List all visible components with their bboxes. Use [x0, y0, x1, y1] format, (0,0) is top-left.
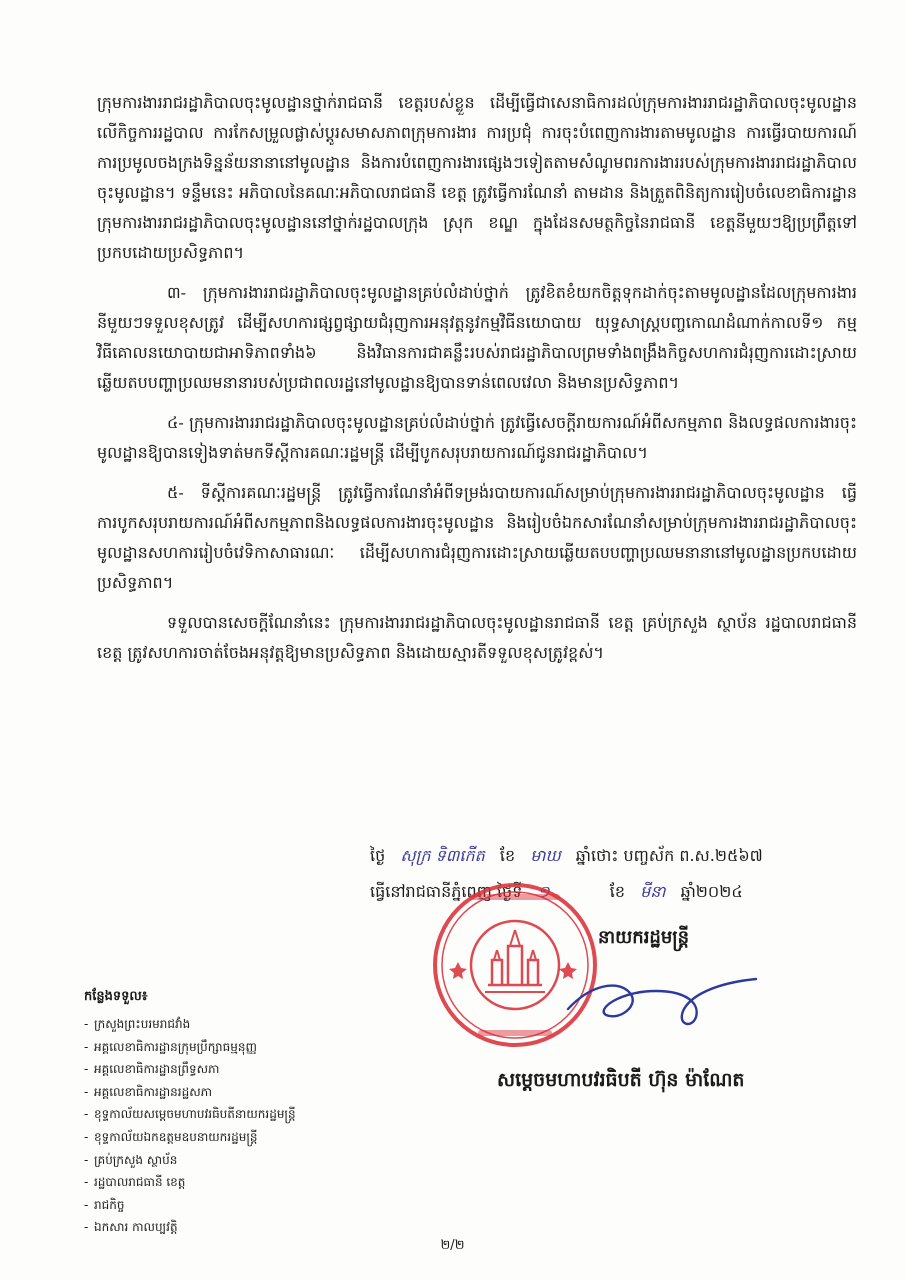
list-item: - រាជកិច្ច [84, 1194, 414, 1217]
list-item: - ក្រសួងព្រះបរមរាជវាំង [84, 1013, 414, 1036]
handwritten-solar-day: ១ [537, 882, 550, 901]
handwritten-solar-month: មីនា [640, 882, 666, 901]
office-title: នាយករដ្ឋមន្ត្រី [598, 927, 690, 948]
recipients-items [84, 1013, 414, 1239]
lunar-year: ឆ្នាំថោះ បញ្ចស័ក ព.ស.២៥៦៧ [575, 846, 763, 865]
list-item: - ខុទ្ទកាល័យសម្តេចមហាបវរធិបតីនាយករដ្ឋមន្ត្រី [84, 1103, 414, 1126]
place-and-day-prefix: ធ្វើនៅរាជធានីភ្នំពេញ ថ្ងៃទី [370, 882, 523, 901]
paragraph-continuation: ក្រុមការងាររាជរដ្ឋាភិបាលចុះមូលដ្ឋានថ្នាក់រាជធានី ខេត្តរបស់ខ្លួន ដើម្បីធ្វើជាសេនាធិការដល់ក្រុមការងាររាជរដ្ឋាភិបាលចុះមូលដ្ឋានលើកិច្ចការរដ្ឋបាល ការកែសម្រួលផ្លាស់ប្ដូរសមាសភាពក្រុមការងារ ការប្រជុំ ការចុះបំពេញការងារតាមមូលដ្ឋាន ការធ្វើរបាយការណ៍ ការប្រមូលចងក្រងទិន្នន័យនានានៅមូលដ្ឋាន និងការបំពេញការងារផ្សេងៗទៀតតាមសំណូមពរការងាររបស់ក្រុមការងាររាជរដ្ឋាភិបាលចុះមូលដ្ឋាន។ ទន្ទឹមនេះ អភិបាលនៃគណៈអភិបាលរាជធានី ខេត្ត ត្រូវធ្វើការណែនាំ តាមដាន និងត្រួតពិនិត្យការរៀបចំលេខាធិការដ្ឋានក្រុមការងាររាជរដ្ឋាភិបាលចុះមូលដ្ឋាននៅថ្នាក់រដ្ឋបាលក្រុង ស្រុក ខណ្ឌ ក្នុងដែនសមត្ថកិច្ចនៃរាជធានី ខេត្តនីមួយៗឱ្យប្រព្រឹត្តទៅប្រកបដោយប្រសិទ្ធភាព។ [97, 93, 857, 262]
lunar-month-prefix: ខែ [499, 846, 516, 865]
lunar-date-prefix: ថ្ងៃ [370, 846, 386, 865]
recipients-title: កន្លែងទទួល៖ [84, 989, 148, 1004]
list-item: - គ្រប់ក្រសួង ស្ថាប័ន [84, 1149, 414, 1172]
solar-year: ឆ្នាំ២០២៤ [680, 882, 743, 901]
body-text [97, 88, 857, 678]
paragraph-item-5: ៥- ទីស្ដីការគណៈរដ្ឋមន្ត្រី ត្រូវធ្វើការណែនាំអំពីទម្រង់របាយការណ៍សម្រាប់ក្រុមការងាររាជរដ្ឋាភិបាលចុះមូលដ្ឋាន ធ្វើការបូកសរុបរាយការណ៍អំពីសកម្មភាពនិងលទ្ធផលការងារចុះមូលដ្ឋាន និងរៀបចំឯកសារណែនាំសម្រាប់ក្រុមការងាររាជរដ្ឋាភិបាលចុះមូលដ្ឋានសហការរៀបចំវេទិកាសាធារណៈ ដើម្បីសហការជំរុញការដោះស្រាយឆ្លើយតបបញ្ហាប្រឈមនានានៅមូលដ្ឋានប្រកបដោយប្រសិទ្ធភាព។ [97, 483, 857, 592]
signature-icon [560, 965, 760, 1035]
page-number: ២/២ [440, 1238, 465, 1253]
solar-month-prefix: ខែ [609, 882, 625, 901]
paragraph-item-3: ៣- ក្រុមការងាររាជរដ្ឋាភិបាលចុះមូលដ្ឋានគ្រប់លំដាប់ថ្នាក់ ត្រូវខិតខំយកចិត្តទុកដាក់ចុះតាមមូលដ្ឋានដែលក្រុមការងារនីមួយៗទទួលខុសត្រូវ ដើម្បីសហការផ្សព្វផ្សាយជំរុញការអនុវត្តនូវកម្មវិធីនយោបាយ យុទ្ធសាស្ត្របញ្ចកោណដំណាក់កាលទី១ កម្មវិធីគោលនយោបាយជាអាទិភាពទាំង៦ និងវិធានការជាគន្លឹះរបស់រាជរដ្ឋាភិបាលព្រមទាំងពង្រឹងកិច្ចសហការជំរុញការដោះស្រាយឆ្លើយតបបញ្ហាប្រឈមនានារបស់ប្រជាពលរដ្ឋនៅមូលដ្ឋានឱ្យបានទាន់ពេលវេលា និងមានប្រសិទ្ធភាព។ [97, 283, 857, 392]
list-item: - រដ្ឋបាលរាជធានី ខេត្ត [84, 1171, 414, 1194]
list-item: - ឯកសារ កាលប្បវត្តិ [84, 1216, 414, 1239]
paragraph-closing: ទទួលបានសេចក្ដីណែនាំនេះ ក្រុមការងាររាជរដ្ឋាភិបាលចុះមូលដ្ឋានរាជធានី ខេត្ត គ្រប់ក្រសួង ស្ថាប័ន រដ្ឋបាលរាជធានី ខេត្ត ត្រូវសហការចាត់ចែងអនុវត្តឱ្យមានប្រសិទ្ធភាព និងដោយស្មារតីទទួលខុសត្រូវខ្ពស់។ [97, 613, 857, 662]
paragraph-item-4: ៤- ក្រុមការងាររាជរដ្ឋាភិបាលចុះមូលដ្ឋានគ្រប់លំដាប់ថ្នាក់ ត្រូវធ្វើសេចក្ដីរាយការណ៍អំពីសកម្មភាព និងលទ្ធផលការងារចុះមូលដ្ឋានឱ្យបានទៀងទាត់មកទីស្ដីការគណៈរដ្ឋមន្ត្រី ដើម្បីបូកសរុបរាយការណ៍ជូនរាជរដ្ឋាភិបាល។ [97, 413, 857, 462]
list-item: - អគ្គលេខាធិការដ្ឋានព្រឹទ្ធសភា [84, 1058, 414, 1081]
list-item: - អគ្គលេខាធិការដ្ឋានក្រុមប្រឹក្សាធម្មនុញ្ញ [84, 1036, 414, 1059]
list-item: - ខុទ្ទកាល័យឯកឧត្តមឧបនាយករដ្ឋមន្ត្រី [84, 1126, 414, 1149]
handwritten-lunar-month: មាឃ [530, 846, 561, 865]
recipients-list [84, 988, 414, 1239]
lunar-date-line [370, 838, 870, 874]
handwritten-lunar-day: សុក្រ ទិ៣កើត [400, 846, 485, 865]
signer-name: សម្តេចមហាបវរធិបតី ហ៊ុន ម៉ាណែត [497, 1069, 745, 1091]
list-item: - អគ្គលេខាធិការដ្ឋានរដ្ឋសភា [84, 1081, 414, 1104]
